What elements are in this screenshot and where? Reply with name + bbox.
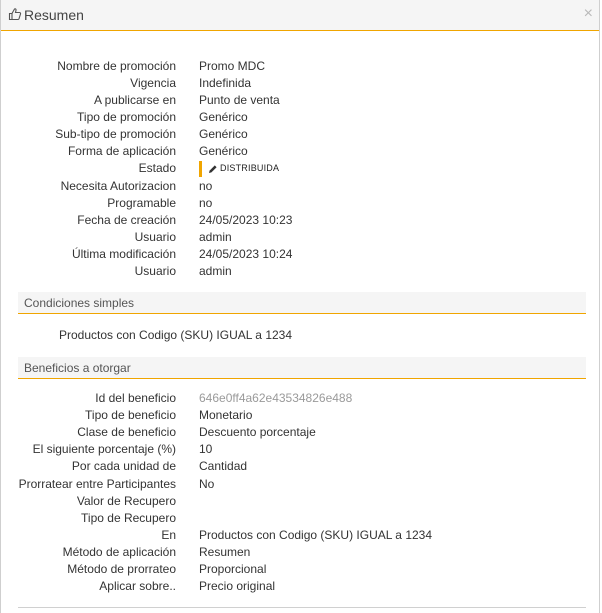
summary-label: Usuario xyxy=(134,230,176,244)
summary-value: Genérico xyxy=(199,127,248,141)
summary-label: Fecha de creación xyxy=(77,213,176,227)
summary-value: Genérico xyxy=(199,144,248,158)
section-title: Beneficios a otorgar xyxy=(24,361,131,375)
benefit-id-value: 646e0ff4a62e43534826e488 xyxy=(199,391,353,405)
summary-label: Sub-tipo de promoción xyxy=(55,127,176,141)
summary-value: admin xyxy=(199,230,232,244)
summary-label: Programable xyxy=(107,196,176,210)
benefit-label: Clase de beneficio xyxy=(77,425,176,439)
summary-row xyxy=(1,247,599,264)
summary-value: Promo MDC xyxy=(199,59,266,73)
benefit-value: Resumen xyxy=(199,545,251,559)
benefit-value: Proporcional xyxy=(199,562,267,576)
benefit-value: 10 xyxy=(199,442,213,456)
benefit-row xyxy=(1,494,599,511)
benefit-label: En xyxy=(161,528,176,542)
summary-row xyxy=(1,144,599,161)
summary-label: Forma de aplicación xyxy=(67,144,176,158)
summary-label: Usuario xyxy=(134,264,176,278)
summary-row xyxy=(1,196,599,213)
section-title: Condiciones simples xyxy=(24,296,135,310)
summary-value: 24/05/2023 10:23 xyxy=(199,213,293,227)
summary-value: Punto de venta xyxy=(199,93,280,107)
status-badge: DISTRIBUIDA xyxy=(220,163,280,173)
benefit-label: Aplicar sobre.. xyxy=(99,579,176,593)
summary-label: Tipo de promoción xyxy=(77,110,176,124)
summary-value: Genérico xyxy=(199,110,248,124)
summary-label: Nombre de promoción xyxy=(57,59,176,73)
status-accent-bar xyxy=(199,161,202,177)
summary-row xyxy=(1,230,599,247)
summary-label: Vigencia xyxy=(130,76,176,90)
benefit-row xyxy=(1,477,599,494)
summary-label: Necesita Autorizacion xyxy=(60,179,176,193)
benefit-label: Método de prorrateo xyxy=(67,562,176,576)
benefit-label: Tipo de beneficio xyxy=(85,408,176,422)
benefit-row xyxy=(1,408,599,425)
summary-row xyxy=(1,179,599,196)
benefit-value: Productos con Codigo (SKU) IGUAL a 1234 xyxy=(199,528,433,542)
benefit-label: Tipo de Recupero xyxy=(81,511,176,525)
summary-label: Estado xyxy=(138,161,176,175)
benefit-value: Monetario xyxy=(199,408,253,422)
divider xyxy=(18,607,586,608)
close-icon[interactable]: × xyxy=(583,5,593,22)
benefits-section-header xyxy=(18,357,586,379)
benefit-value: Descuento porcentaje xyxy=(199,425,316,439)
benefit-row xyxy=(1,511,599,528)
summary-row xyxy=(1,110,599,127)
thumbs-up-icon xyxy=(8,7,22,21)
summary-label: A publicarse en xyxy=(93,93,176,107)
summary-value: admin xyxy=(199,264,232,278)
modal-header xyxy=(1,0,599,31)
benefit-row xyxy=(1,579,599,596)
summary-row-status xyxy=(1,161,599,178)
modal-title: Resumen xyxy=(24,7,84,23)
summary-row xyxy=(1,76,599,93)
benefit-label: Prorratear entre Participantes xyxy=(18,477,176,491)
benefit-label: Valor de Recupero xyxy=(76,494,176,508)
summary-value: no xyxy=(199,179,213,193)
benefit-row xyxy=(1,528,599,545)
benefit-label: Id del beneficio xyxy=(95,391,176,405)
summary-value: no xyxy=(199,196,213,210)
benefit-row xyxy=(1,459,599,476)
conditions-section-header xyxy=(18,292,586,314)
benefit-row xyxy=(1,545,599,562)
summary-value: 24/05/2023 10:24 xyxy=(199,247,293,261)
benefit-row xyxy=(1,562,599,579)
summary-label: Última modificación xyxy=(71,247,176,261)
summary-row xyxy=(1,127,599,144)
benefit-value: Precio original xyxy=(199,579,276,593)
summary-row xyxy=(1,264,599,281)
pencil-icon xyxy=(208,164,218,174)
summary-row xyxy=(1,93,599,110)
benefit-row xyxy=(1,391,599,408)
condition-item: Productos con Codigo (SKU) IGUAL a 1234 xyxy=(59,328,293,342)
benefit-value: Cantidad xyxy=(199,459,248,473)
summary-value: Indefinida xyxy=(199,76,252,90)
benefit-label: El siguiente porcentaje (%) xyxy=(32,442,176,456)
benefit-label: Por cada unidad de xyxy=(71,459,176,473)
summary-row xyxy=(1,213,599,230)
benefit-row xyxy=(1,442,599,459)
benefit-row xyxy=(1,425,599,442)
benefit-value: No xyxy=(199,477,215,491)
summary-row xyxy=(1,59,599,76)
benefit-label: Método de aplicación xyxy=(62,545,176,559)
